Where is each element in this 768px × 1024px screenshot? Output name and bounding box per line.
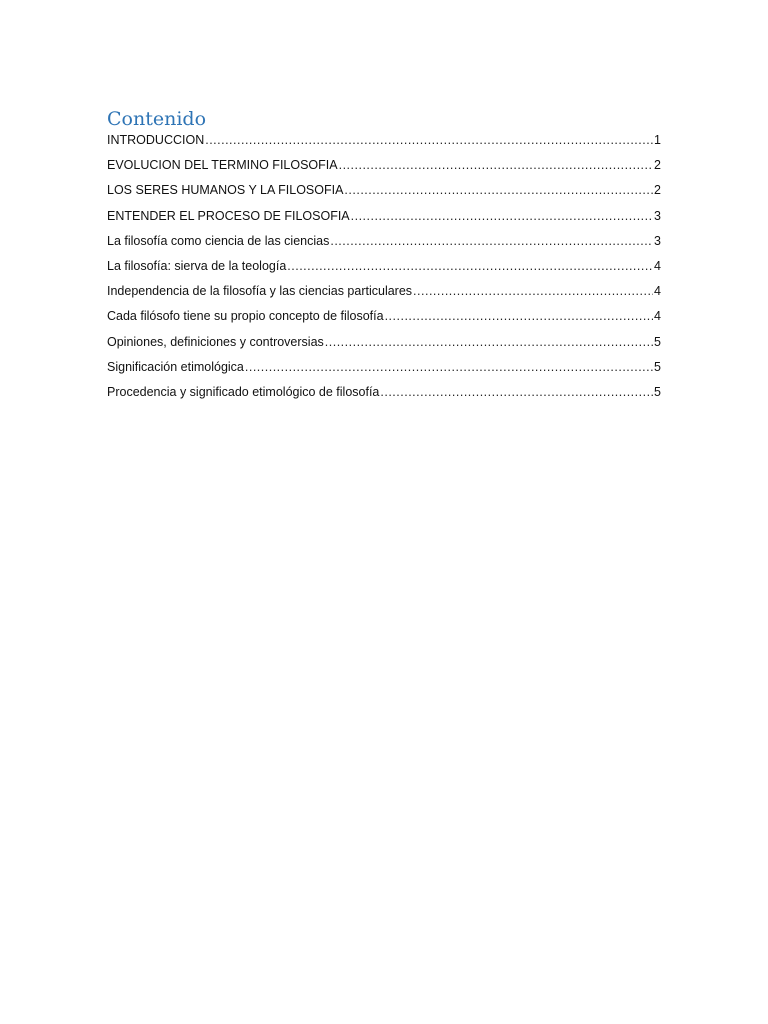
- toc-entry[interactable]: [107, 158, 661, 183]
- toc-page-number: 1: [654, 133, 661, 147]
- toc-entry-label: ENTENDER EL PROCESO DE FILOSOFIA: [107, 208, 350, 223]
- toc-entry[interactable]: [107, 360, 661, 385]
- toc-page-number: 5: [654, 384, 661, 399]
- toc-dot-leader: [325, 335, 653, 349]
- toc-entry[interactable]: [107, 209, 661, 234]
- toc-page-number: 2: [654, 158, 661, 173]
- toc-entry-label: La filosofía como ciencia de las ciencias: [107, 233, 330, 248]
- toc-dot-leader: [330, 234, 653, 248]
- toc-entry[interactable]: [107, 234, 661, 259]
- toc-entry[interactable]: [107, 335, 661, 360]
- toc-dot-leader: [351, 209, 653, 223]
- toc-page-number: 4: [654, 258, 661, 273]
- toc-entry[interactable]: [107, 385, 661, 410]
- toc-dot-leader: [245, 360, 653, 374]
- toc-entry[interactable]: [107, 309, 661, 334]
- toc-entry-label: Significación etimológica: [107, 359, 244, 374]
- toc-entry-label: INTRODUCCION: [107, 133, 205, 147]
- toc-entry-label: Independencia de la filosofía y las ciencias particulares: [107, 284, 413, 299]
- toc-entry-label: La filosofía: sierva de la teología: [107, 258, 287, 273]
- toc-entry[interactable]: [107, 259, 661, 284]
- toc-dot-leader: [205, 133, 653, 147]
- toc-dot-leader: [287, 259, 653, 273]
- toc-page-number: 4: [654, 284, 661, 299]
- toc-dot-leader: [385, 309, 653, 323]
- toc-entry-label: Procedencia y significado etimológico de filosofía: [107, 384, 380, 399]
- toc-page-number: 2: [654, 183, 661, 198]
- toc-entry-label: LOS SERES HUMANOS Y LA FILOSOFIA: [107, 183, 344, 198]
- toc-dot-leader: [413, 284, 653, 298]
- toc-page-number: 3: [654, 208, 661, 223]
- toc-entry[interactable]: [107, 183, 661, 208]
- toc-entry-label: Opiniones, definiciones y controversias: [107, 334, 324, 349]
- toc-title: Contenido: [107, 108, 207, 130]
- toc-entry[interactable]: [107, 133, 661, 158]
- toc-dot-leader: [344, 183, 653, 197]
- toc-entry[interactable]: [107, 284, 661, 309]
- toc-page-number: 5: [654, 334, 661, 349]
- toc-dot-leader: [380, 385, 653, 399]
- toc-page-number: 4: [654, 309, 661, 324]
- toc-entry-label: Cada filósofo tiene su propio concepto de filosofía: [107, 309, 384, 324]
- toc-entry-label: EVOLUCION DEL TERMINO FILOSOFIA: [107, 158, 338, 173]
- toc-list: [107, 133, 661, 410]
- toc-page-number: 5: [654, 359, 661, 374]
- toc-page-number: 3: [654, 233, 661, 248]
- toc-dot-leader: [339, 158, 653, 172]
